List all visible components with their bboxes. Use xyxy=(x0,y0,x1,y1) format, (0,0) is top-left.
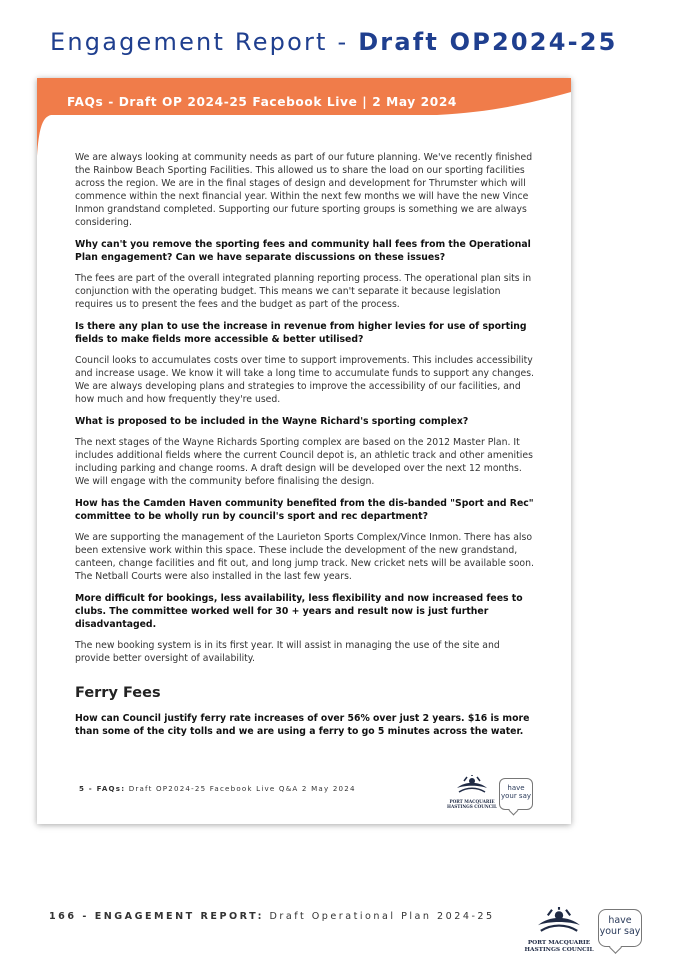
orange-banner xyxy=(37,78,571,156)
speech-bubble-icon xyxy=(509,806,519,816)
council-logo xyxy=(524,907,594,953)
port-macquarie-logo-icon xyxy=(535,907,583,935)
answer-1: The fees are part of the overall integrated planning reporting process. The operational plan sits in conjunction with the operating budget. This means we can't separate it because legislation requires us to present the fees and the budget as part of the process. xyxy=(75,273,532,310)
faq-page-card xyxy=(37,78,571,824)
ferry-fees-heading: Ferry Fees xyxy=(75,685,161,701)
answer-3: The next stages of the Wayne Richards Sporting complex are based on the 2012 Master Plan. It includes additional fields where the current Council depot is, an athletic track and other amenities including parking and change rooms. A draft design will be developed over the next 12 months. We will engage with the community before finalising the design. xyxy=(75,437,533,487)
page-footer-label: - ENGAGEMENT REPORT: xyxy=(76,911,264,922)
answer-2: Council looks to accumulates costs over time to support improvements. This includes accessibility and increase usage. We know it will take a long time to accumulate funds to support any changes. We are always developing plans and strategies to improve the accessibility of our facilities, and how much and how frequently they're used. xyxy=(75,355,534,405)
have-your-say-line-2: your say xyxy=(500,792,532,800)
question-3: What is proposed to be included in the Wayne Richard's sporting complex? xyxy=(75,416,469,427)
faq-content xyxy=(75,151,535,746)
report-title-prefix: Engagement Report - xyxy=(50,28,359,56)
question-4: How has the Camden Haven community benefited from the dis-banded "Sport and Rec" committee to be wholly run by council's sport and rec department? xyxy=(75,498,534,522)
intro-paragraph: We are always looking at community needs as part of our future planning. We've recently finished the Rainbow Beach Sporting Facilities. This allowed us to share the load on our sporting facilities across the region. We are in the final stages of design and development for Thrumster which will commence within the next financial year. Within the next few months we will have the new Vince Inmon grandstand completed. Supporting our future sporting groups is something we are always considering. xyxy=(75,152,533,228)
question-1: Why can't you remove the sporting fees and community hall fees from the Operational Plan engagement? Can we have separate discussions on these issues? xyxy=(75,239,531,263)
have-your-say-line-1-large: have xyxy=(608,915,632,926)
logo-line-2: HASTINGS COUNCIL xyxy=(447,803,497,809)
card-footer-text: Draft OP2024-25 Facebook Live Q&A 2 May 2024 xyxy=(125,784,356,793)
speech-bubble-icon xyxy=(609,941,622,954)
have-your-say-badge-small xyxy=(499,778,533,810)
have-your-say-badge xyxy=(598,909,642,947)
page-footer-text: Draft Operational Plan 2024-25 xyxy=(263,911,495,922)
report-title xyxy=(50,28,618,56)
answer-4: We are supporting the management of the Laurieton Sports Complex/Vince Inmon. There has also been extensive work within this space. These include the development of the new grandstand, canteen, change facilities and fit out, and long jump track. New cricket nets will be available soon. The Netball Courts were also installed in the last few years. xyxy=(75,532,534,582)
question-5: More difficult for bookings, less availability, less flexibility and now increased fees to clubs. The committee worked well for 30 + years and result now is just further disadvantaged. xyxy=(75,593,523,630)
council-logo-small xyxy=(442,775,502,810)
answer-5: The new booking system is in its first year. It will assist in managing the use of the site and provide better oversight of availability. xyxy=(75,640,500,664)
page-number: 166 xyxy=(49,911,77,922)
logo-line-1: PORT MACQUARIE xyxy=(449,799,495,804)
logo-line-1-large: PORT MACQUARIE xyxy=(527,940,591,946)
port-macquarie-logo-icon xyxy=(455,775,489,795)
question-2: Is there any plan to use the increase in revenue from higher levies for use of sporting fields to make fields more accessible & better utilised? xyxy=(75,321,527,345)
page-footer xyxy=(49,911,495,922)
ferry-question: How can Council justify ferry rate increases of over 56% over just 2 years. $16 is more than some of the city tolls and we are using a ferry to go 5 minutes across the water. xyxy=(75,713,530,737)
report-title-bold: Draft OP2024-25 xyxy=(358,28,618,56)
have-your-say-line-1: have xyxy=(507,784,525,792)
logo-line-2-large: HASTINGS COUNCIL xyxy=(524,946,594,953)
card-footer xyxy=(79,784,356,793)
card-footer-prefix: 5 - FAQs: xyxy=(79,784,126,793)
have-your-say-line-2-large: your say xyxy=(599,926,641,937)
banner-title: FAQs - Draft OP 2024-25 Facebook Live | 2 May 2024 xyxy=(67,95,457,109)
